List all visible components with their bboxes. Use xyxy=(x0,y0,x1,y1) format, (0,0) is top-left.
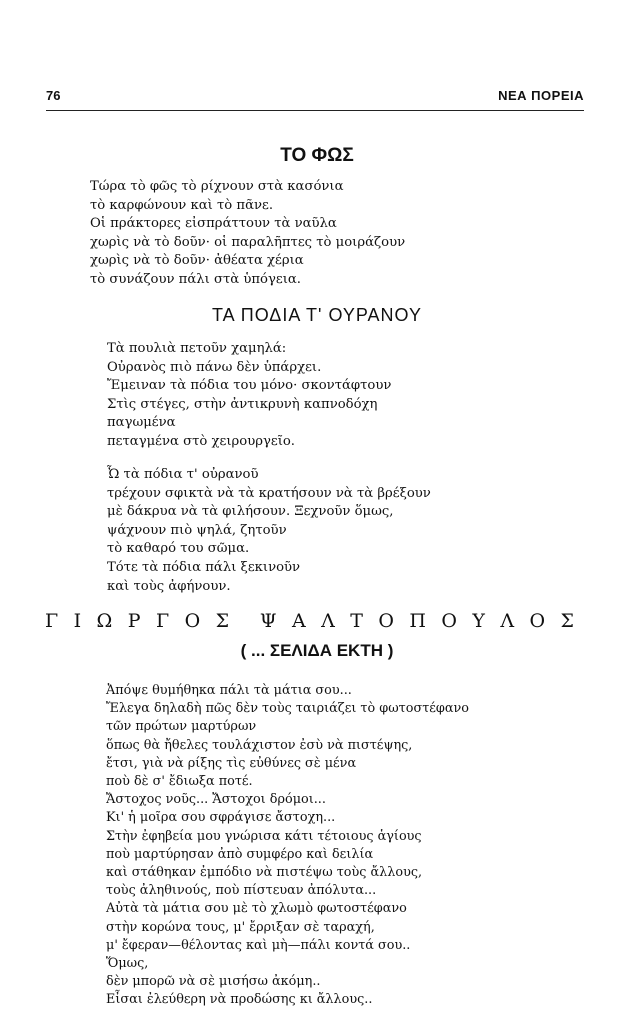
poem-line: δὲν μπορῶ νὰ σὲ μισήσω ἀκόμη.. xyxy=(106,974,321,990)
poem-line: Στὶς στέγες, στὴν ἀντικρυνὴ καπνοδόχη xyxy=(107,396,378,412)
poem-line: Τὰ πουλιὰ πετοῦν χαμηλά: xyxy=(107,341,287,356)
author-letter: Σ xyxy=(215,610,229,632)
author-letter: Ω xyxy=(96,610,113,632)
poem-line: μὲ δάκρυα νὰ τὰ φιλήσουν. Ξεχνοῦν ὅμως, xyxy=(107,504,394,520)
poem-line: ὅπως θὰ ἤθελες τουλάχιστον ἐσὺ νὰ πιστέψης, xyxy=(106,737,413,753)
poem-line: Ἀπόψε θυμήθηκα πάλι τὰ μάτια σου... xyxy=(106,683,352,698)
poem-line: Ὦ τὰ πόδια τ' οὐρανοῦ xyxy=(107,467,259,482)
poem-title-ta-podia: ΤΑ ΠΟΔΙΑ Τ' ΟΥΡΑΝΟΥ xyxy=(212,305,422,325)
poem-line: Στὴν ἐφηβεία μου γνώρισα κάτι τέτοιους ἁγίους xyxy=(106,828,422,844)
poem-line: τρέχουν σφικτὰ νὰ τὰ κρατήσουν νὰ τὰ βρέξουν xyxy=(107,485,431,501)
author-letter: Σ xyxy=(560,610,574,632)
author-letter: Γ xyxy=(45,610,59,632)
poem-line: χωρὶς νὰ τὸ δοῦν· οἱ παραλῆπτες τὸ μοιράζουν xyxy=(90,234,406,250)
running-title: ΝΕΑ ΠΟΡΕΙΑ xyxy=(498,88,584,103)
author-letter: Ψ xyxy=(259,610,277,632)
author-letter: Ο xyxy=(378,610,394,632)
poem-line: μ' ἔφεραν—θέλοντας καὶ μὴ—πάλι κοντά σου.. xyxy=(106,937,411,953)
poem-line: ψάχνουν πιὸ ψηλά, ζητοῦν xyxy=(107,522,287,538)
poem-line: Τότε τὰ πόδια πάλι ξεκινοῦν xyxy=(107,559,301,575)
author-name xyxy=(45,610,574,632)
poem-line: τὸ καθαρό του σῶμα. xyxy=(107,541,250,557)
author-letter: Υ xyxy=(472,610,485,632)
poem-line: καὶ στάθηκαν ἐμπόδιο νὰ πιστέψω τοὺς ἄλλους, xyxy=(106,865,423,881)
poem-ta-podia-stanza-1 xyxy=(107,340,391,452)
poem-line: Οἱ πράκτορες εἰσπράττουν τὰ ναῦλα xyxy=(90,216,337,232)
poem-line: Τώρα τὸ φῶς τὸ ρίχνουν στὰ κασόνια xyxy=(90,179,344,194)
poem-line: χωρὶς νὰ τὸ δοῦν· ἀθέατα χέρια xyxy=(90,253,304,269)
poem-line: Κι' ἡ μοῖρα σου σφράγισε ἄστοχη... xyxy=(106,810,336,826)
author-letter: Ι xyxy=(73,610,82,632)
poem-line: ποὺ δὲ σ' ἔδιωξα ποτέ. xyxy=(106,774,253,790)
poem-to-fos xyxy=(90,178,405,290)
poem-line: παγωμένα xyxy=(107,415,176,431)
page-number: 76 xyxy=(46,88,61,103)
page-header xyxy=(46,88,584,108)
poem-ta-podia-stanza-2 xyxy=(107,466,431,596)
poem-line: Ὅμως, xyxy=(106,956,149,972)
author-letter: Γ xyxy=(155,610,170,632)
poem-title-selida-ekti: ( ... ΣΕΛΙΔΑ ΕΚΤΗ ) xyxy=(240,641,394,660)
author-letter: Α xyxy=(291,610,306,632)
poem-line: Ἄστοχος νοῦς... Ἄστοχοι δρόμοι... xyxy=(106,792,326,808)
poem-selida-ekti xyxy=(106,682,469,1010)
poem-line: τῶν πρώτων μαρτύρων xyxy=(106,719,257,735)
author-letter: Ρ xyxy=(127,610,141,632)
poem-line: Ἔμειναν τὰ πόδια του μόνο· σκοντάφτουν xyxy=(107,378,392,394)
author-letter: Π xyxy=(409,610,426,632)
poem-line: στὴν κορώνα τους, μ' ἔρριξαν σὲ ταραχή, xyxy=(106,919,375,935)
author-letter: Ο xyxy=(529,610,546,632)
poem-line: τὸ καρφώνουν καὶ τὸ πᾶνε. xyxy=(90,197,274,213)
poem-line: τοὺς ἀληθινούς, ποὺ πίστευαν ἀπόλυτα... xyxy=(106,883,377,899)
poem-line: Εἶσαι ἐλεύθερη νὰ προδώσης κι ἄλλους.. xyxy=(106,992,373,1008)
poem-line: Αὐτὰ τὰ μάτια σου μὲ τὸ χλωμὸ φωτοστέφανο xyxy=(106,901,407,917)
author-letter: Λ xyxy=(500,610,515,632)
author-letter: Λ xyxy=(321,610,335,632)
author-letter: Ο xyxy=(441,610,457,632)
poem-line: ποὺ μαρτύρησαν ἀπὸ συμφέρο καὶ δειλία xyxy=(106,846,374,862)
poem-line: ἔτσι, γιὰ νὰ ρίξης τὶς εὐθύνες σὲ μένα xyxy=(106,755,357,771)
header-rule xyxy=(46,110,584,111)
poem-line: τὸ συνάζουν πάλι στὰ ὑπόγεια. xyxy=(90,271,301,287)
author-letter: Ο xyxy=(184,610,201,632)
poem-title-to-fos: ΤΟ ΦΩΣ xyxy=(280,145,354,166)
poem-line: πεταγμένα στὸ χειρουργεῖο. xyxy=(107,433,295,449)
poem-line: καὶ τοὺς ἀφήνουν. xyxy=(107,578,231,594)
poem-line: Ἔλεγα δηλαδὴ πῶς δὲν τοὺς ταιριάζει τὸ φωτοστέφανο xyxy=(106,701,469,717)
author-letter: Τ xyxy=(350,610,363,632)
poem-line: Οὐρανὸς πιὸ πάνω δὲν ὑπάρχει. xyxy=(107,359,322,375)
